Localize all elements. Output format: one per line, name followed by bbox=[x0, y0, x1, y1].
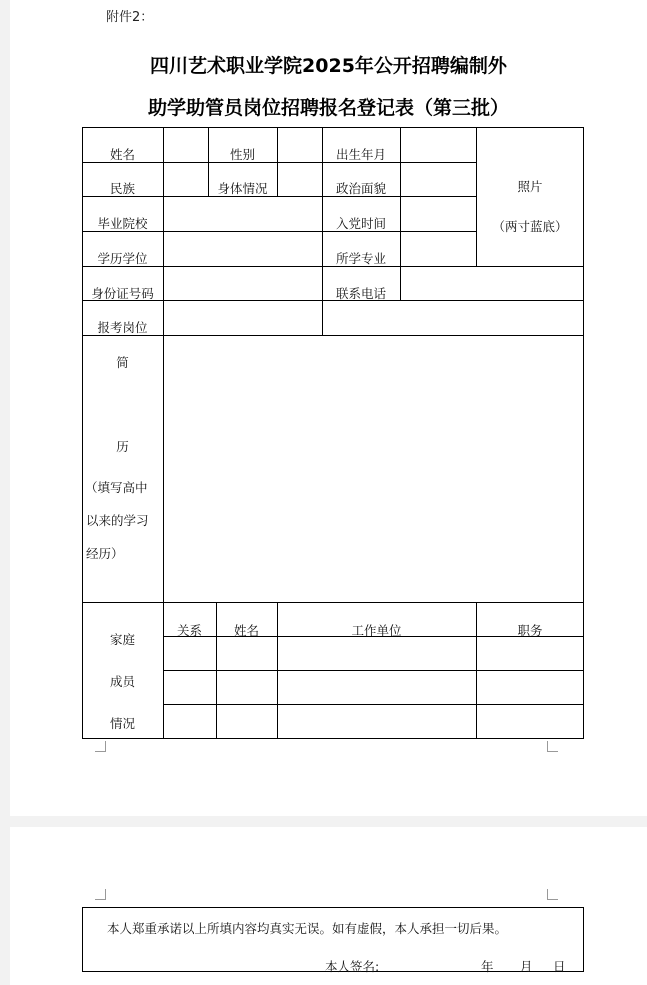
family-header-title: 职务 bbox=[517, 623, 543, 638]
label-name: 姓名 bbox=[109, 147, 135, 162]
document-page-2 bbox=[10, 827, 647, 985]
label-resume-1: 简 bbox=[116, 355, 129, 370]
label-political: 政治面貌 bbox=[335, 181, 386, 196]
label-degree: 学历学位 bbox=[97, 251, 148, 266]
document-page-1 bbox=[10, 0, 647, 816]
date-day-label: 日 bbox=[553, 959, 566, 974]
label-health: 身体情况 bbox=[217, 181, 268, 196]
label-major: 所学专业 bbox=[335, 251, 386, 266]
label-gender: 性别 bbox=[229, 147, 255, 162]
label-family-3: 情况 bbox=[109, 716, 135, 731]
signature-label: 本人签名: bbox=[325, 959, 380, 974]
form-title-line-2: 助学助管员岗位招聘报名登记表（第三批） bbox=[147, 97, 509, 119]
label-family-2: 成员 bbox=[109, 674, 135, 689]
family-header-employer: 工作单位 bbox=[351, 623, 402, 638]
label-resume-5: 经历） bbox=[86, 546, 124, 561]
label-party-date: 入党时间 bbox=[335, 216, 386, 231]
label-resume-2: 历 bbox=[116, 439, 129, 454]
registration-form-table bbox=[82, 127, 584, 739]
crop-mark-bottom-left bbox=[95, 741, 106, 752]
crop-mark-bottom-right bbox=[547, 741, 558, 752]
label-resume-3: （填写高中 bbox=[85, 480, 148, 495]
crop-mark-top-left bbox=[95, 889, 106, 900]
date-year-label: 年 bbox=[481, 959, 494, 974]
crop-mark-top-right bbox=[547, 889, 558, 900]
label-resume-4: 以来的学习 bbox=[86, 513, 149, 528]
label-family-1: 家庭 bbox=[109, 632, 135, 647]
date-month-label: 月 bbox=[520, 959, 533, 974]
family-header-name: 姓名 bbox=[233, 623, 259, 638]
form-title-line-1: 四川艺术职业学院2025年公开招聘编制外 bbox=[150, 55, 507, 77]
label-position: 报考岗位 bbox=[97, 320, 148, 335]
label-ethnicity: 民族 bbox=[109, 181, 135, 196]
declaration-text: 本人郑重承诺以上所填内容均真实无误。如有虚假，本人承担一切后果。 bbox=[107, 921, 508, 936]
label-birth: 出生年月 bbox=[335, 147, 386, 162]
attachment-label: 附件2： bbox=[106, 10, 154, 25]
label-photo-note: （两寸蓝底） bbox=[492, 219, 568, 234]
label-phone: 联系电话 bbox=[335, 286, 386, 301]
label-id-number: 身份证号码 bbox=[91, 286, 154, 301]
label-photo: 照片 bbox=[517, 179, 543, 194]
family-header-relation: 关系 bbox=[176, 623, 202, 638]
label-school: 毕业院校 bbox=[97, 216, 148, 231]
